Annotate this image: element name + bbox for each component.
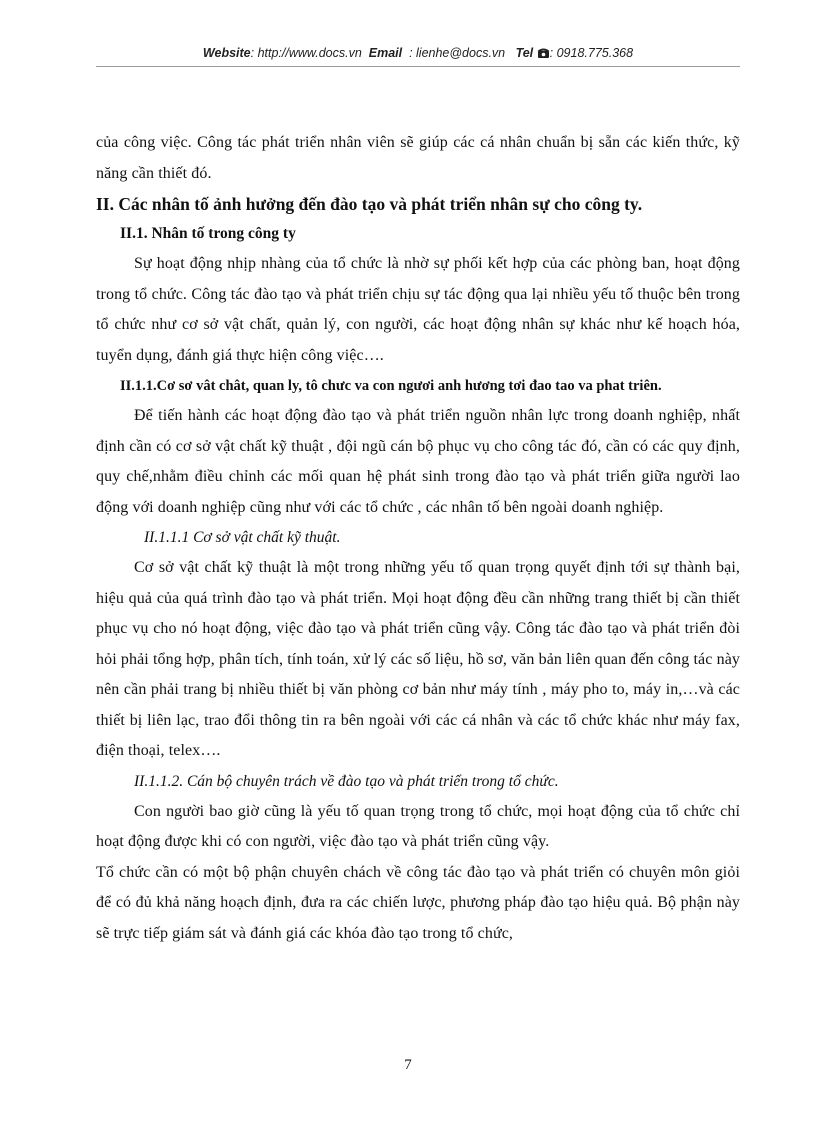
paragraph-training-department: Tổ chức cần có một bộ phận chuyên chách về công tác đào tạo và phát triển có chuyên môn giỏi để có đủ khả năng hoạch định, đưa ra các chiến lược, phương pháp đào tạo hiệu quả. Bộ phận này sẽ trực tiếp giám sát và đánh giá các khóa đào tạo trong tổ chức, xyxy=(96,863,740,942)
paragraph-continuation: của công việc. Công tác phát triển nhân viên sẽ giúp các cá nhân chuẩn bị sẵn các kiến thức, kỹ năng cần thiết đó. xyxy=(96,134,740,182)
subsection-heading-ii-1: II.1. Nhân tố trong công ty xyxy=(120,225,296,242)
subsection-heading-ii-1-1: II.1.1.Cơ sơ vât chât, quan ly, tô chưc va con ngươi anh hương tơi đao tao va phat triên. xyxy=(120,378,662,394)
header-rule xyxy=(96,66,740,67)
website-value: : http://www.docs.vn xyxy=(250,46,362,60)
page-header xyxy=(96,46,740,62)
email-value: : lienhe@docs.vn xyxy=(409,46,506,60)
subsection-heading-ii-1-1-1: II.1.1.1 Cơ sở vật chất kỹ thuật. xyxy=(144,529,341,546)
subsection-heading-ii-1-1-2: II.1.1.2. Cán bộ chuyên trách về đào tạo và phát triển trong tổ chức. xyxy=(134,772,559,790)
document-body xyxy=(96,128,740,949)
page-number: 7 xyxy=(404,1057,412,1073)
tel-label: Tel xyxy=(515,46,534,60)
paragraph-internal-factors: Sự hoạt động nhịp nhàng của tổ chức là nhờ sự phối kết hợp của các phòng ban, hoạt động trong tổ chức. Công tác đào tạo và phát triển chịu sự tác động qua lại nhiều yếu tố thuộc bên trong tổ chức như cơ sở vật chất, quản lý, con người, các hoạt động nhân sự khác như kế hoạch hóa, tuyển dụng, đánh giá thực hiện công việc…. xyxy=(96,255,740,364)
phone-icon xyxy=(537,47,550,62)
section-heading-ii: II. Các nhân tố ảnh hưởng đến đào tạo và phát triển nhân sự cho công ty. xyxy=(96,194,643,214)
tel-value: : 0918.775.368 xyxy=(549,46,634,60)
paragraph-facilities-intro: Để tiến hành các hoạt động đào tạo và phát triển nguồn nhân lực trong doanh nghiệp, nhất định cần có cơ sở vật chất kỹ thuật , đội ngũ cán bộ phục vụ cho công tác đó, cần có các quy định, quy chế,nhằm điều chỉnh các mối quan hệ phát sinh trong đào tạo và phát triển giữa người lao động với doanh nghiệp cũng như với các tổ chức , các nhân tố bên ngoài doanh nghiệp. xyxy=(96,407,740,516)
website-label: Website xyxy=(202,46,251,60)
paragraph-technical-facilities: Cơ sở vật chất kỹ thuật là một trong những yếu tố quan trọng quyết định tới sự thành bại, hiệu quả của quá trình đào tạo và phát triển. Mọi hoạt động đều cần những trang thiết bị cần thiết phục vụ cho nó hoạt động, việc đào tạo và phát triển cũng vậy. Công tác đào tạo và phát triển đòi hỏi phải tổng hợp, phân tích, tính toán, xử lý các số liệu, hồ sơ, văn bản liên quan đến công tác này nên cần phải trang bị nhiều thiết bị văn phòng cơ bản như máy tính , máy pho to, máy in,…và các thiết bị liên lạc, trao đổi thông tin ra bên ngoài với các cá nhân và các tổ chức khác như máy fax, điện thoại, telex…. xyxy=(96,559,740,759)
paragraph-human-factor: Con người bao giờ cũng là yếu tố quan trọng trong tổ chức, mọi hoạt động của tổ chức chỉ hoạt động được khi có con người, việc đào tạo và phát triển cũng vậy. xyxy=(96,802,740,850)
email-label: Email xyxy=(368,46,403,60)
